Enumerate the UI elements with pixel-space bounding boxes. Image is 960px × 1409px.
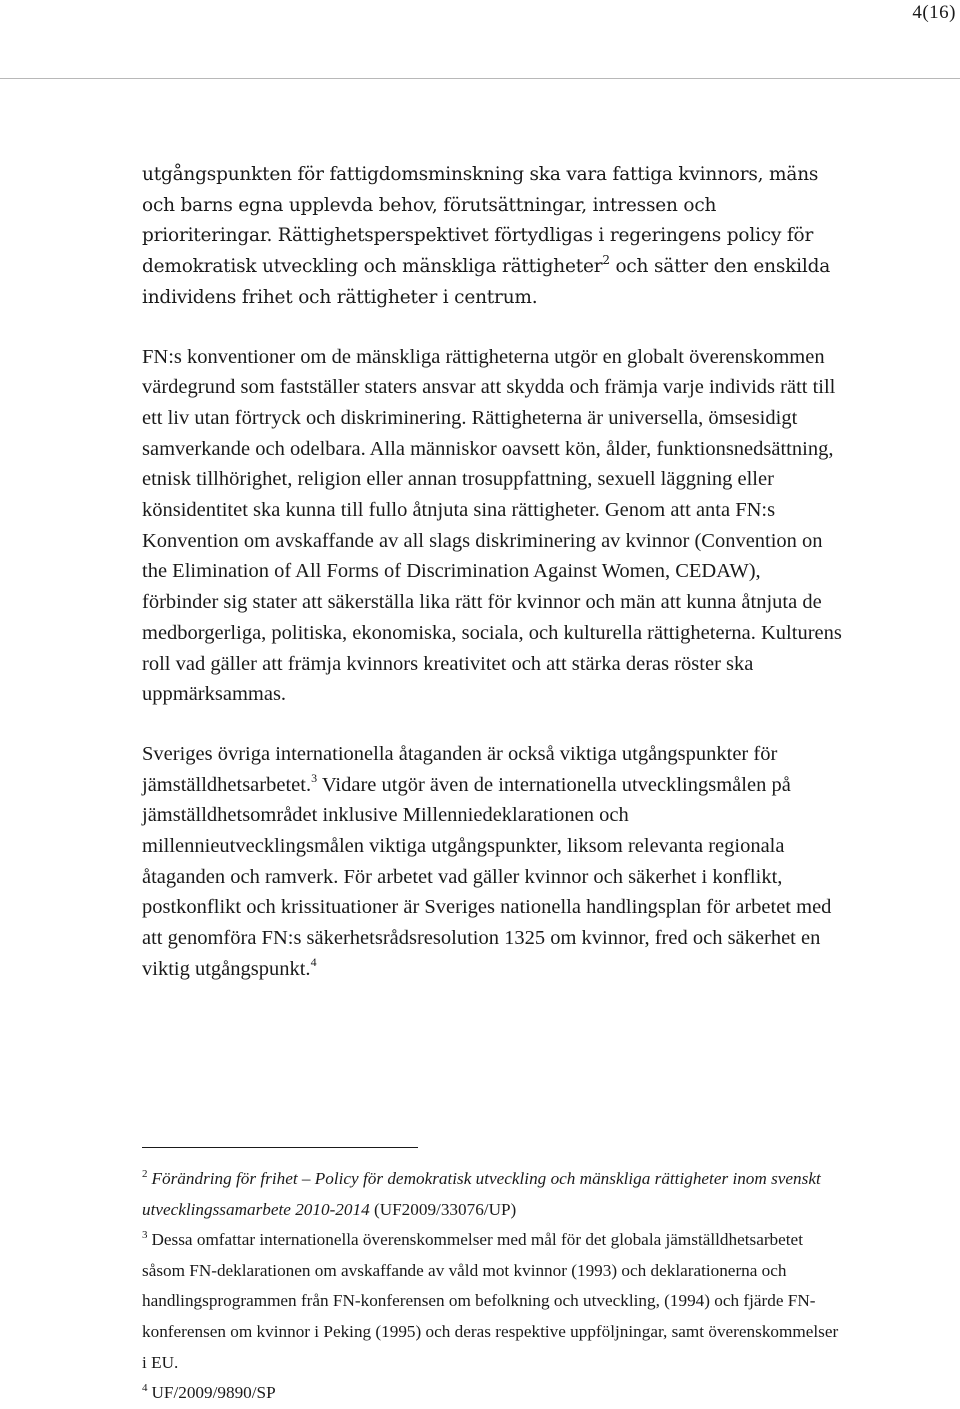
header-divider <box>0 78 960 79</box>
paragraph-poverty-rights <box>142 160 842 314</box>
body-text <box>142 160 842 985</box>
paragraph-text-continued: Vidare utgör även de internationella utvecklingsmålen på jämställdhetsområdet inklusive Millenniedeklarationen och millennieutvecklingsmålen viktiga utgångspunkter, liksom relevanta regionala åtaganden och ramverk. För arbetet vad gäller kvinnor och säkerhet i konflikt, postkonflikt och krissituationer är Sveriges nationella handlingsplan för arbetet med att genomföra FN:s säkerhetsrådsresolution 1325 om kvinnor, fred och säkerhet en viktig utgångspunkt. <box>142 773 832 980</box>
footnote-text: Dessa omfattar internationella överenskommelser med mål för det globala jämställdhetsarbetet såsom FN-deklarationen om avskaffande av våld mot kvinnor (1993) och deklarationerna och handlingsprogrammen från FN-konferensen om befolkning och utveckling, (1994) och fjärde FN-konferensen om kvinnor i Peking (1995) och deras respektive uppföljningar, samt överenskommelser i EU. <box>142 1230 839 1372</box>
paragraph-international-commitments <box>142 739 842 985</box>
paragraph-text: Sveriges övriga internationella åtaganden är också viktiga utgångspunkter för jämställdhetsarbetet. <box>142 742 778 796</box>
footnote-2 <box>142 1164 842 1225</box>
footnote-text: UF/2009/9890/SP <box>151 1383 276 1403</box>
footnote-3 <box>142 1225 842 1378</box>
paragraph-un-conventions <box>142 342 842 710</box>
paragraph-text: FN:s konventioner om de mänskliga rättigheterna utgör en globalt överenskommen värdegrund som fastställer staters ansvar att skydda och främja varje individs rätt till ett liv utan förtryck och diskriminering. Rättigheterna är universella, ömsesidigt samverkande och odelbara. Alla människor oavsett kön, ålder, funktionsnedsättning, etnisk tillhörighet, religion eller annan trosuppfattning, sexuell läggning eller könsidentitet ska kunna till fullo åtnjuta sina rättigheter. Genom att anta FN:s Konvention om avskaffande av all slags diskriminering av kvinnor (Convention on the Elimination of All Forms of Discrimination Against Women, CEDAW), förbinder sig stater att säkerställa lika rätt för kvinnor och män att kunna åtnjuta de medborgerliga, politiska, ekonomiska, sociala, och kulturella rättigheterna. Kulturens roll vad gäller att främja kvinnors kreativitet och att stärka deras röster ska uppmärksammas. <box>142 345 842 706</box>
page-number: 4(16) <box>912 2 956 23</box>
footnote-text: (UF2009/33076/UP) <box>369 1199 517 1219</box>
footnote-ref-4[interactable]: 4 <box>310 955 317 970</box>
footnote-mark: 2 <box>142 1168 148 1181</box>
paragraph-text-continued: och sätter den enskilda individens frihet och rättigheter i centrum. <box>142 256 831 308</box>
footnote-4 <box>142 1378 842 1409</box>
footnotes-section <box>142 1164 842 1409</box>
footnote-mark: 4 <box>142 1382 148 1395</box>
footnote-mark: 3 <box>142 1229 148 1242</box>
footnote-divider <box>142 1147 418 1148</box>
footnote-title: Förändring för frihet – Policy för demokratisk utveckling och mänskliga rättigheter inom svenskt utvecklingssamarbete 2010-2014 <box>142 1169 821 1219</box>
paragraph-text: utgångspunkten för fattigdomsminskning ska vara fattiga kvinnors, mäns och barns egna upplevda behov, förutsättningar, intressen och prioriteringar. Rättighetsperspektivet förtydligas i regeringens policy för demokratisk utveckling och mänskliga rättigheter <box>142 164 819 278</box>
footnote-ref-3[interactable]: 3 <box>311 770 318 785</box>
footnote-ref-2[interactable]: 2 <box>602 252 610 267</box>
